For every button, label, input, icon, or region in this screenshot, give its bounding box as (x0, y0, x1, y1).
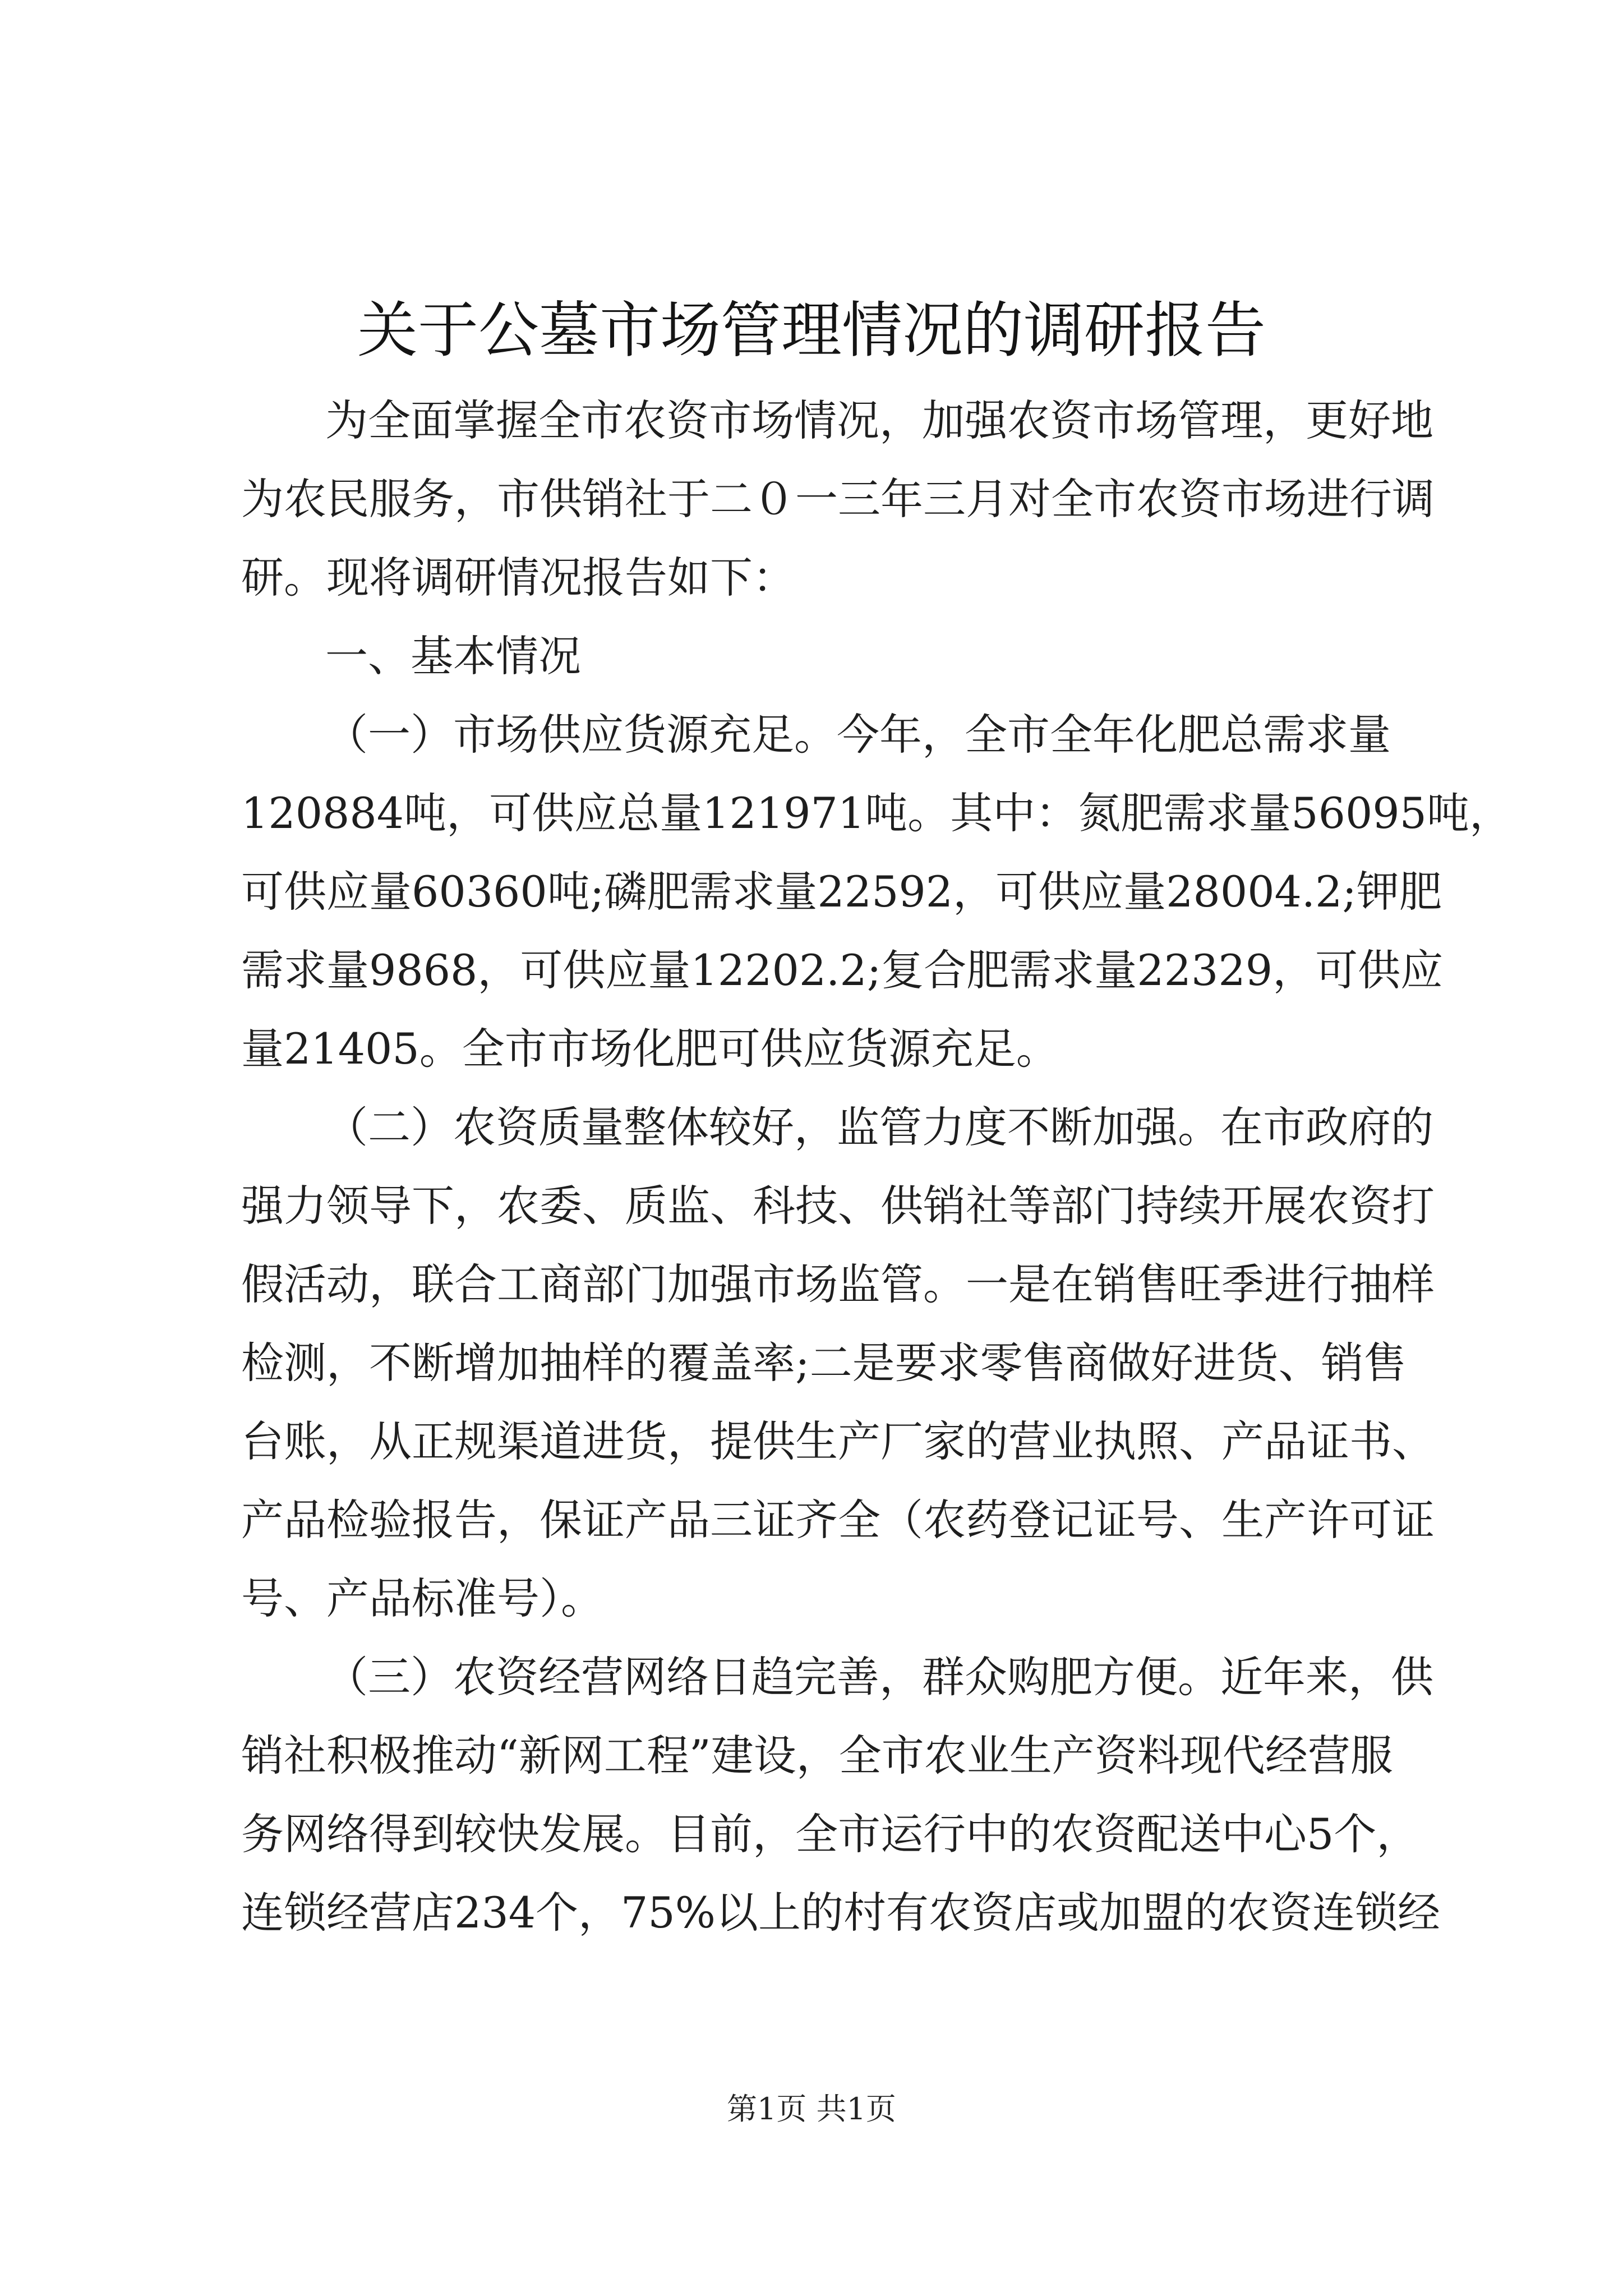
paragraph-line: 销社积极推动“新网工程”建设，全市农业生产资料现代经营服 (241, 1731, 1393, 1780)
paragraph-line: 为全面掌握全市农资市场情况，加强农资市场管理，更好地 (325, 395, 1433, 445)
paragraph-line: 假活动，联合工商部门加强市场监管。一是在销售旺季进行抽样 (241, 1259, 1435, 1309)
paragraph-line: 研。现将调研情况报告如下： (241, 553, 795, 602)
paragraph-line: 检测，不断增加抽样的覆盖率;二是要求零售商做好进货、销售 (241, 1338, 1407, 1388)
section-heading: 一、基本情况 (325, 631, 581, 681)
paragraph-line: 量21405。全市市场化肥可供应货源充足。 (241, 1024, 1059, 1074)
paragraph-line: （一）市场供应货源充足。今年，全市全年化肥总需求量 (325, 710, 1391, 760)
paragraph-line: 可供应量60360吨;磷肥需求量22592，可供应量28004.2;钾肥 (241, 867, 1442, 917)
paragraph-line: （三）农资经营网络日趋完善，群众购肥方便。近年来，供 (325, 1652, 1433, 1702)
page-footer: 第1页 共1页 (727, 2091, 896, 2127)
document-title: 关于公墓市场管理情况的调研报告 (357, 296, 1266, 366)
paragraph-line: （二）农资质量整体较好，监管力度不断加强。在市政府的 (325, 1102, 1433, 1152)
paragraph-line: 120884吨，可供应总量121971吨。其中：氮肥需求量56095吨， (241, 788, 1513, 838)
document-body (241, 381, 1513, 1952)
paragraph-line: 为农民服务，市供销社于二０一三年三月对全市农资市场进行调 (241, 474, 1435, 524)
paragraph-line: 需求量9868，可供应量12202.2;复合肥需求量22329，可供应 (241, 945, 1444, 995)
paragraph-line: 产品检验报告，保证产品三证齐全（农药登记证号、生产许可证 (241, 1495, 1435, 1545)
paragraph-line: 号、产品标准号）。 (241, 1573, 603, 1623)
paragraph-line: 强力领导下，农委、质监、科技、供销社等部门持续开展农资打 (241, 1181, 1435, 1231)
paragraph-line: 连锁经营店234个，75%以上的村有农资店或加盟的农资连锁经 (241, 1888, 1440, 1938)
paragraph-line: 台账，从正规渠道进货，提供生产厂家的营业执照、产品证书、 (241, 1416, 1435, 1466)
paragraph-line: 务网络得到较快发展。目前，全市运行中的农资配送中心5个， (241, 1809, 1419, 1859)
